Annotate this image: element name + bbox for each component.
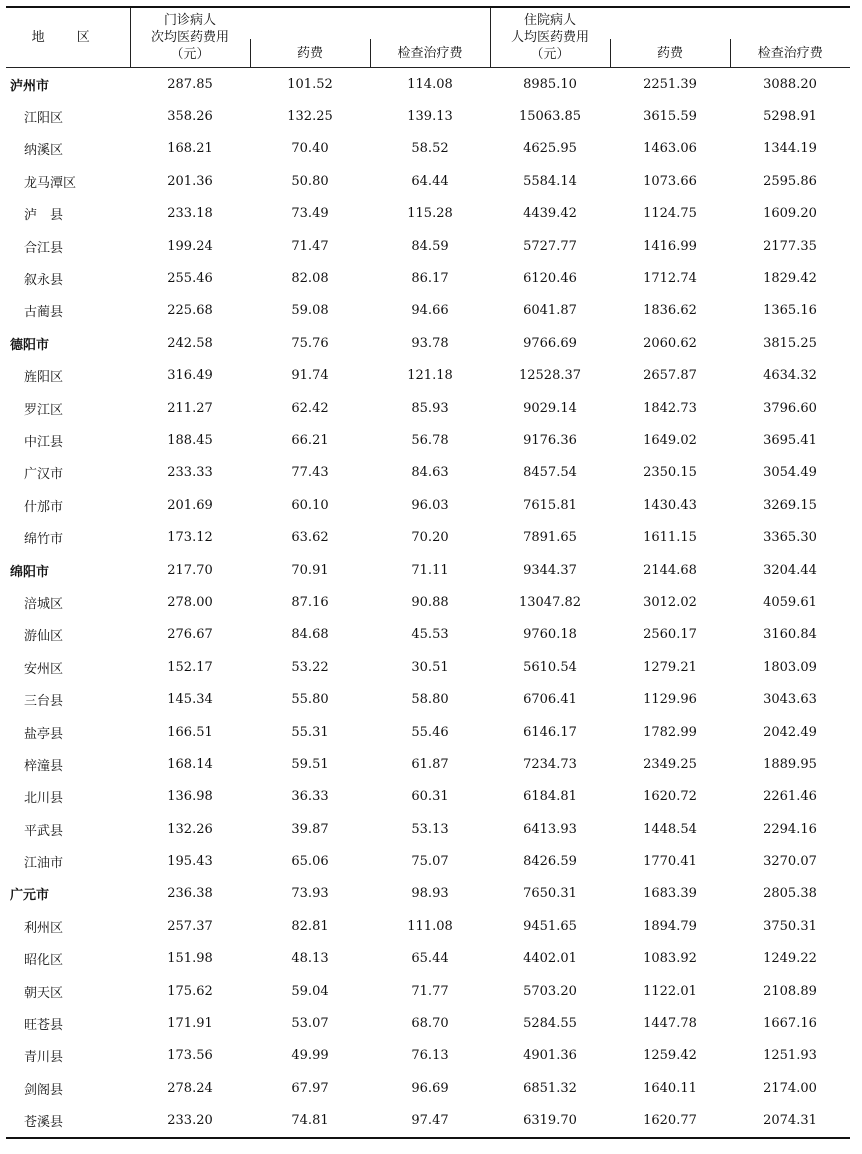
outpatient-avg-cell: 195.43 — [167, 854, 213, 870]
region-name-cell: 利州区 — [24, 920, 64, 936]
inpatient-avg-cell: 7234.73 — [523, 756, 577, 772]
inpatient-avg-cost-header — [490, 7, 610, 68]
inpatient-header-line2: 人均医药费用 — [510, 30, 589, 45]
inpatient-exam-cell: 1365.16 — [763, 303, 817, 319]
inpatient-exam-header: 检查治疗费 — [730, 39, 850, 68]
inpatient-avg-cell: 4901.36 — [523, 1048, 577, 1064]
outpatient-drug-cell: 132.25 — [287, 109, 333, 125]
outpatient-exam-cell: 111.08 — [407, 918, 453, 934]
inpatient-avg-cell: 5610.54 — [523, 659, 577, 675]
outpatient-exam-cell: 114.08 — [407, 76, 453, 92]
region-name-cell: 叙永县 — [24, 273, 64, 289]
inpatient-avg-cell: 9344.37 — [523, 562, 577, 578]
outpatient-avg-cell: 199.24 — [167, 238, 213, 254]
region-name-cell: 合江县 — [24, 240, 64, 256]
region-name-cell: 什邡市 — [24, 499, 64, 515]
outpatient-drug-cell: 50.80 — [291, 173, 329, 189]
outpatient-avg-cell: 287.85 — [167, 76, 213, 92]
district-row — [6, 424, 850, 456]
outpatient-exam-cell: 121.18 — [407, 368, 453, 384]
inpatient-exam-cell: 5298.91 — [763, 109, 817, 125]
inpatient-exam-cell: 3796.60 — [763, 400, 817, 416]
district-row — [6, 586, 850, 618]
outpatient-exam-cell: 84.63 — [411, 465, 449, 481]
district-row — [6, 360, 850, 392]
outpatient-header-line3: （元） — [170, 47, 210, 62]
inpatient-drug-cell: 1770.41 — [643, 854, 697, 870]
outpatient-group-spacer — [250, 7, 490, 39]
district-row — [6, 813, 850, 845]
outpatient-drug-cell: 91.74 — [291, 368, 329, 384]
inpatient-drug-cell: 3012.02 — [643, 594, 697, 610]
region-name-cell: 梓潼县 — [24, 758, 64, 774]
inpatient-exam-cell: 3088.20 — [763, 76, 817, 92]
inpatient-drug-cell: 1447.78 — [643, 1016, 697, 1032]
inpatient-avg-cell: 4625.95 — [523, 141, 577, 157]
inpatient-exam-cell: 1251.93 — [763, 1048, 817, 1064]
outpatient-avg-cell: 236.38 — [167, 886, 213, 902]
outpatient-avg-cell: 171.91 — [167, 1016, 213, 1032]
inpatient-exam-cell: 3365.30 — [763, 530, 817, 546]
district-row — [6, 651, 850, 683]
inpatient-exam-cell: 2042.49 — [763, 724, 817, 740]
inpatient-exam-cell: 4634.32 — [763, 368, 817, 384]
inpatient-avg-cell: 9176.36 — [523, 432, 577, 448]
inpatient-exam-cell: 1803.09 — [763, 659, 817, 675]
district-row — [6, 716, 850, 748]
inpatient-exam-cell: 2595.86 — [763, 173, 817, 189]
inpatient-exam-cell: 3054.49 — [763, 465, 817, 481]
inpatient-avg-cell: 5703.20 — [523, 983, 577, 999]
district-row — [6, 392, 850, 424]
outpatient-drug-cell: 77.43 — [291, 465, 329, 481]
inpatient-exam-cell: 3750.31 — [763, 918, 817, 934]
outpatient-exam-cell: 139.13 — [407, 109, 453, 125]
district-row — [6, 1072, 850, 1104]
inpatient-exam-cell: 3695.41 — [763, 432, 817, 448]
region-name-cell: 苍溪县 — [6, 1105, 130, 1138]
outpatient-drug-cell: 48.13 — [291, 951, 329, 967]
outpatient-avg-cell: 242.58 — [167, 335, 213, 351]
outpatient-exam-cell: 94.66 — [411, 303, 449, 319]
inpatient-drug-cell: 1463.06 — [643, 141, 697, 157]
inpatient-drug-cell: 1124.75 — [643, 206, 697, 222]
region-name-cell: 盐亭县 — [24, 726, 64, 742]
inpatient-drug-cell: 1448.54 — [643, 821, 697, 837]
district-row — [6, 845, 850, 877]
outpatient-exam-header: 检查治疗费 — [370, 39, 490, 68]
inpatient-avg-cell: 6851.32 — [523, 1080, 577, 1096]
city-row — [6, 68, 850, 101]
inpatient-drug-cell: 2657.87 — [643, 368, 697, 384]
outpatient-exam-cell: 93.78 — [411, 335, 449, 351]
district-row — [6, 521, 850, 553]
inpatient-drug-cell: 1122.01 — [643, 983, 697, 999]
outpatient-drug-cell: 82.81 — [291, 918, 329, 934]
outpatient-drug-cell: 59.08 — [291, 303, 329, 319]
outpatient-drug-cell: 59.51 — [291, 756, 329, 772]
inpatient-exam-cell: 4059.61 — [763, 594, 817, 610]
outpatient-exam-cell: 71.11 — [411, 562, 449, 578]
outpatient-exam-cell: 90.88 — [411, 594, 449, 610]
region-name-cell: 江油市 — [24, 856, 64, 872]
inpatient-avg-cell: 6319.70 — [490, 1105, 610, 1138]
outpatient-avg-cell: 233.18 — [167, 206, 213, 222]
outpatient-drug-cell: 59.04 — [291, 983, 329, 999]
region-name-cell: 剑阁县 — [24, 1082, 64, 1098]
inpatient-exam-cell: 2108.89 — [763, 983, 817, 999]
inpatient-drug-cell: 1611.15 — [643, 530, 697, 546]
outpatient-avg-cell: 173.56 — [167, 1048, 213, 1064]
outpatient-avg-cell: 168.14 — [167, 756, 213, 772]
inpatient-avg-cell: 9766.69 — [523, 335, 577, 351]
inpatient-exam-cell: 2174.00 — [763, 1080, 817, 1096]
inpatient-avg-cell: 7615.81 — [523, 497, 577, 513]
outpatient-avg-cell: 257.37 — [167, 918, 213, 934]
inpatient-header-line1: 住院病人 — [523, 13, 576, 28]
inpatient-exam-cell: 2294.16 — [763, 821, 817, 837]
outpatient-exam-cell: 53.13 — [411, 821, 449, 837]
inpatient-avg-cell: 6120.46 — [523, 271, 577, 287]
inpatient-avg-cell: 8985.10 — [523, 76, 577, 92]
inpatient-drug-cell: 2349.25 — [643, 756, 697, 772]
region-name-cell: 北川县 — [24, 791, 64, 807]
outpatient-exam-cell: 56.78 — [411, 432, 449, 448]
outpatient-exam-cell: 96.03 — [411, 497, 449, 513]
inpatient-avg-cell: 6413.93 — [523, 821, 577, 837]
region-name-cell: 纳溪区 — [24, 143, 64, 159]
city-row — [6, 554, 850, 586]
outpatient-drug-cell: 55.80 — [291, 692, 329, 708]
inpatient-drug-cell: 1842.73 — [643, 400, 697, 416]
inpatient-avg-cell: 9451.65 — [523, 918, 577, 934]
inpatient-avg-cell: 6706.41 — [523, 692, 577, 708]
outpatient-drug-cell: 73.93 — [291, 886, 329, 902]
outpatient-exam-cell: 55.46 — [411, 724, 449, 740]
district-row — [6, 100, 850, 132]
inpatient-exam-cell: 2177.35 — [763, 238, 817, 254]
inpatient-drug-cell: 1279.21 — [643, 659, 697, 675]
outpatient-drug-cell: 39.87 — [291, 821, 329, 837]
outpatient-exam-cell: 58.80 — [411, 692, 449, 708]
inpatient-avg-cell: 9029.14 — [523, 400, 577, 416]
inpatient-drug-cell: 1782.99 — [643, 724, 697, 740]
outpatient-avg-cell: 175.62 — [167, 983, 213, 999]
inpatient-drug-header: 药费 — [610, 39, 730, 68]
inpatient-drug-cell: 1712.74 — [643, 271, 697, 287]
district-row — [6, 262, 850, 294]
district-row — [6, 910, 850, 942]
region-name-cell: 泸州市 — [10, 78, 50, 94]
outpatient-avg-cell: 278.24 — [167, 1080, 213, 1096]
inpatient-exam-cell: 3204.44 — [763, 562, 817, 578]
outpatient-drug-cell: 70.91 — [291, 562, 329, 578]
inpatient-drug-cell: 1836.62 — [643, 303, 697, 319]
outpatient-avg-cell: 233.20 — [130, 1105, 250, 1138]
outpatient-avg-cell: 233.33 — [167, 465, 213, 481]
outpatient-exam-cell: 65.44 — [411, 951, 449, 967]
outpatient-avg-cell: 152.17 — [167, 659, 213, 675]
inpatient-exam-cell: 1667.16 — [763, 1016, 817, 1032]
outpatient-exam-cell: 97.47 — [370, 1105, 490, 1138]
inpatient-drug-cell: 2251.39 — [643, 76, 697, 92]
outpatient-drug-cell: 53.07 — [291, 1016, 329, 1032]
inpatient-avg-cell: 5727.77 — [523, 238, 577, 254]
outpatient-avg-cell: 145.34 — [167, 692, 213, 708]
inpatient-drug-cell: 2144.68 — [643, 562, 697, 578]
region-name-cell: 涪城区 — [24, 596, 64, 612]
table-body — [6, 68, 850, 1138]
region-name-cell: 龙马潭区 — [24, 175, 77, 191]
inpatient-exam-cell: 1249.22 — [763, 951, 817, 967]
inpatient-drug-cell: 2060.62 — [643, 335, 697, 351]
region-name-cell: 广汉市 — [24, 467, 64, 483]
inpatient-exam-cell: 3269.15 — [763, 497, 817, 513]
inpatient-avg-cell: 4402.01 — [523, 951, 577, 967]
inpatient-drug-cell: 1259.42 — [643, 1048, 697, 1064]
inpatient-avg-cell: 9760.18 — [523, 627, 577, 643]
inpatient-avg-cell: 7650.31 — [523, 886, 577, 902]
inpatient-exam-cell: 3270.07 — [763, 854, 817, 870]
inpatient-exam-cell: 1609.20 — [763, 206, 817, 222]
inpatient-header-line3: （元） — [530, 47, 570, 62]
region-name-cell: 绵阳市 — [10, 564, 50, 580]
outpatient-exam-cell: 70.20 — [411, 530, 449, 546]
outpatient-header-line1: 门诊病人 — [163, 13, 216, 28]
region-name-cell: 朝天区 — [24, 985, 64, 1001]
city-row — [6, 327, 850, 359]
outpatient-exam-cell: 98.93 — [411, 886, 449, 902]
outpatient-drug-cell: 101.52 — [287, 76, 333, 92]
outpatient-avg-cell: 188.45 — [167, 432, 213, 448]
outpatient-avg-cell: 278.00 — [167, 594, 213, 610]
outpatient-drug-cell: 74.81 — [250, 1105, 370, 1138]
outpatient-avg-cell: 217.70 — [167, 562, 213, 578]
inpatient-exam-cell: 1889.95 — [763, 756, 817, 772]
inpatient-drug-cell: 1640.11 — [643, 1080, 697, 1096]
district-row — [6, 683, 850, 715]
outpatient-drug-cell: 60.10 — [291, 497, 329, 513]
outpatient-avg-cell: 255.46 — [167, 271, 213, 287]
outpatient-drug-cell: 82.08 — [291, 271, 329, 287]
outpatient-exam-cell: 96.69 — [411, 1080, 449, 1096]
inpatient-avg-cell: 4439.42 — [523, 206, 577, 222]
district-row — [6, 781, 850, 813]
outpatient-exam-cell: 58.52 — [411, 141, 449, 157]
outpatient-drug-cell: 84.68 — [291, 627, 329, 643]
region-name-cell: 德阳市 — [10, 337, 50, 353]
inpatient-group-spacer — [610, 7, 850, 39]
region-name-cell: 江阳区 — [24, 111, 64, 127]
outpatient-drug-cell: 67.97 — [291, 1080, 329, 1096]
outpatient-exam-cell: 84.59 — [411, 238, 449, 254]
district-row — [6, 975, 850, 1007]
inpatient-drug-cell: 1430.43 — [643, 497, 697, 513]
region-name-cell: 旺苍县 — [24, 1018, 64, 1034]
outpatient-drug-cell: 87.16 — [291, 594, 329, 610]
region-name-cell: 广元市 — [10, 888, 50, 904]
district-row — [6, 1040, 850, 1072]
inpatient-avg-cell: 12528.37 — [518, 368, 582, 384]
inpatient-drug-cell: 3615.59 — [643, 109, 697, 125]
inpatient-drug-cell: 1620.77 — [610, 1105, 730, 1138]
district-row — [6, 1007, 850, 1039]
city-row — [6, 878, 850, 910]
district-row — [6, 619, 850, 651]
outpatient-avg-cell: 276.67 — [167, 627, 213, 643]
region-name-cell: 昭化区 — [24, 953, 64, 969]
outpatient-avg-cell: 201.36 — [167, 173, 213, 189]
outpatient-avg-cell: 166.51 — [167, 724, 213, 740]
inpatient-avg-cell: 6041.87 — [523, 303, 577, 319]
outpatient-exam-cell: 45.53 — [411, 627, 449, 643]
region-name-cell: 绵竹市 — [24, 532, 64, 548]
inpatient-drug-cell: 1083.92 — [643, 951, 697, 967]
outpatient-drug-cell: 62.42 — [291, 400, 329, 416]
outpatient-avg-cell: 225.68 — [167, 303, 213, 319]
region-name-cell: 游仙区 — [24, 629, 64, 645]
outpatient-header-line2: 次均医药费用 — [150, 30, 229, 45]
outpatient-exam-cell: 75.07 — [411, 854, 449, 870]
district-row — [6, 943, 850, 975]
inpatient-avg-cell: 8426.59 — [523, 854, 577, 870]
inpatient-avg-cell: 6146.17 — [523, 724, 577, 740]
inpatient-exam-cell: 2261.46 — [763, 789, 817, 805]
outpatient-exam-cell: 60.31 — [411, 789, 449, 805]
inpatient-exam-cell: 3815.25 — [763, 335, 817, 351]
statistics-table-container — [6, 6, 850, 1139]
inpatient-exam-cell: 3043.63 — [763, 692, 817, 708]
outpatient-avg-cell: 316.49 — [167, 368, 213, 384]
outpatient-avg-cell: 173.12 — [167, 530, 213, 546]
outpatient-drug-cell: 36.33 — [291, 789, 329, 805]
region-name-cell: 罗江区 — [24, 402, 64, 418]
district-row — [6, 457, 850, 489]
inpatient-exam-cell: 3160.84 — [763, 627, 817, 643]
region-column-header: 地 区 — [6, 7, 130, 68]
inpatient-avg-cell: 5284.55 — [523, 1016, 577, 1032]
inpatient-exam-cell: 2805.38 — [763, 886, 817, 902]
inpatient-drug-cell: 1620.72 — [643, 789, 697, 805]
district-row — [6, 165, 850, 197]
table-header — [6, 7, 850, 68]
outpatient-drug-cell: 71.47 — [291, 238, 329, 254]
inpatient-drug-cell: 2350.15 — [643, 465, 697, 481]
inpatient-exam-cell: 2074.31 — [730, 1105, 850, 1138]
inpatient-drug-cell: 1129.96 — [643, 692, 697, 708]
inpatient-avg-cell: 15063.85 — [518, 109, 582, 125]
district-row — [6, 133, 850, 165]
inpatient-drug-cell: 1683.39 — [643, 886, 697, 902]
outpatient-exam-cell: 76.13 — [411, 1048, 449, 1064]
outpatient-drug-cell: 75.76 — [291, 335, 329, 351]
medical-expense-table — [6, 6, 850, 1139]
region-name-cell: 青川县 — [24, 1050, 64, 1066]
inpatient-drug-cell: 1073.66 — [643, 173, 697, 189]
outpatient-avg-cell: 211.27 — [167, 400, 213, 416]
outpatient-exam-cell: 71.77 — [411, 983, 449, 999]
outpatient-drug-cell: 53.22 — [291, 659, 329, 675]
outpatient-drug-cell: 70.40 — [291, 141, 329, 157]
region-name-cell: 三台县 — [24, 694, 64, 710]
region-name-cell: 古蔺县 — [24, 305, 64, 321]
inpatient-avg-cell: 13047.82 — [518, 594, 582, 610]
outpatient-avg-cell: 358.26 — [167, 109, 213, 125]
outpatient-avg-cell: 168.21 — [167, 141, 213, 157]
inpatient-drug-cell: 1894.79 — [643, 918, 697, 934]
outpatient-exam-cell: 64.44 — [411, 173, 449, 189]
district-row — [6, 295, 850, 327]
region-name-cell: 旌阳区 — [24, 370, 64, 386]
inpatient-drug-cell: 1649.02 — [643, 432, 697, 448]
outpatient-exam-cell: 61.87 — [411, 756, 449, 772]
outpatient-drug-cell: 63.62 — [291, 530, 329, 546]
district-row — [6, 748, 850, 780]
inpatient-avg-cell: 5584.14 — [523, 173, 577, 189]
district-row — [6, 230, 850, 262]
inpatient-drug-cell: 2560.17 — [643, 627, 697, 643]
inpatient-avg-cell: 7891.65 — [523, 530, 577, 546]
outpatient-exam-cell: 115.28 — [407, 206, 453, 222]
inpatient-exam-cell: 1829.42 — [763, 271, 817, 287]
inpatient-drug-cell: 1416.99 — [643, 238, 697, 254]
outpatient-drug-cell: 65.06 — [291, 854, 329, 870]
outpatient-avg-cell: 136.98 — [167, 789, 213, 805]
region-name-cell: 安州区 — [24, 661, 64, 677]
district-row — [6, 489, 850, 521]
outpatient-avg-cost-header — [130, 7, 250, 68]
inpatient-avg-cell: 6184.81 — [523, 789, 577, 805]
inpatient-exam-cell: 1344.19 — [763, 141, 817, 157]
inpatient-avg-cell: 8457.54 — [523, 465, 577, 481]
outpatient-drug-cell: 55.31 — [291, 724, 329, 740]
district-row — [6, 198, 850, 230]
outpatient-avg-cell: 151.98 — [167, 951, 213, 967]
region-name-cell: 平武县 — [24, 823, 64, 839]
outpatient-exam-cell: 30.51 — [411, 659, 449, 675]
outpatient-avg-cell: 201.69 — [167, 497, 213, 513]
outpatient-drug-cell: 73.49 — [291, 206, 329, 222]
outpatient-avg-cell: 132.26 — [167, 821, 213, 837]
region-name-cell: 中江县 — [24, 434, 64, 450]
outpatient-exam-cell: 86.17 — [411, 271, 449, 287]
outpatient-drug-header: 药费 — [250, 39, 370, 68]
region-name-cell: 泸 县 — [24, 208, 64, 224]
outpatient-drug-cell: 66.21 — [291, 432, 329, 448]
outpatient-exam-cell: 68.70 — [411, 1016, 449, 1032]
district-row — [6, 1105, 850, 1138]
outpatient-exam-cell: 85.93 — [411, 400, 449, 416]
outpatient-drug-cell: 49.99 — [291, 1048, 329, 1064]
